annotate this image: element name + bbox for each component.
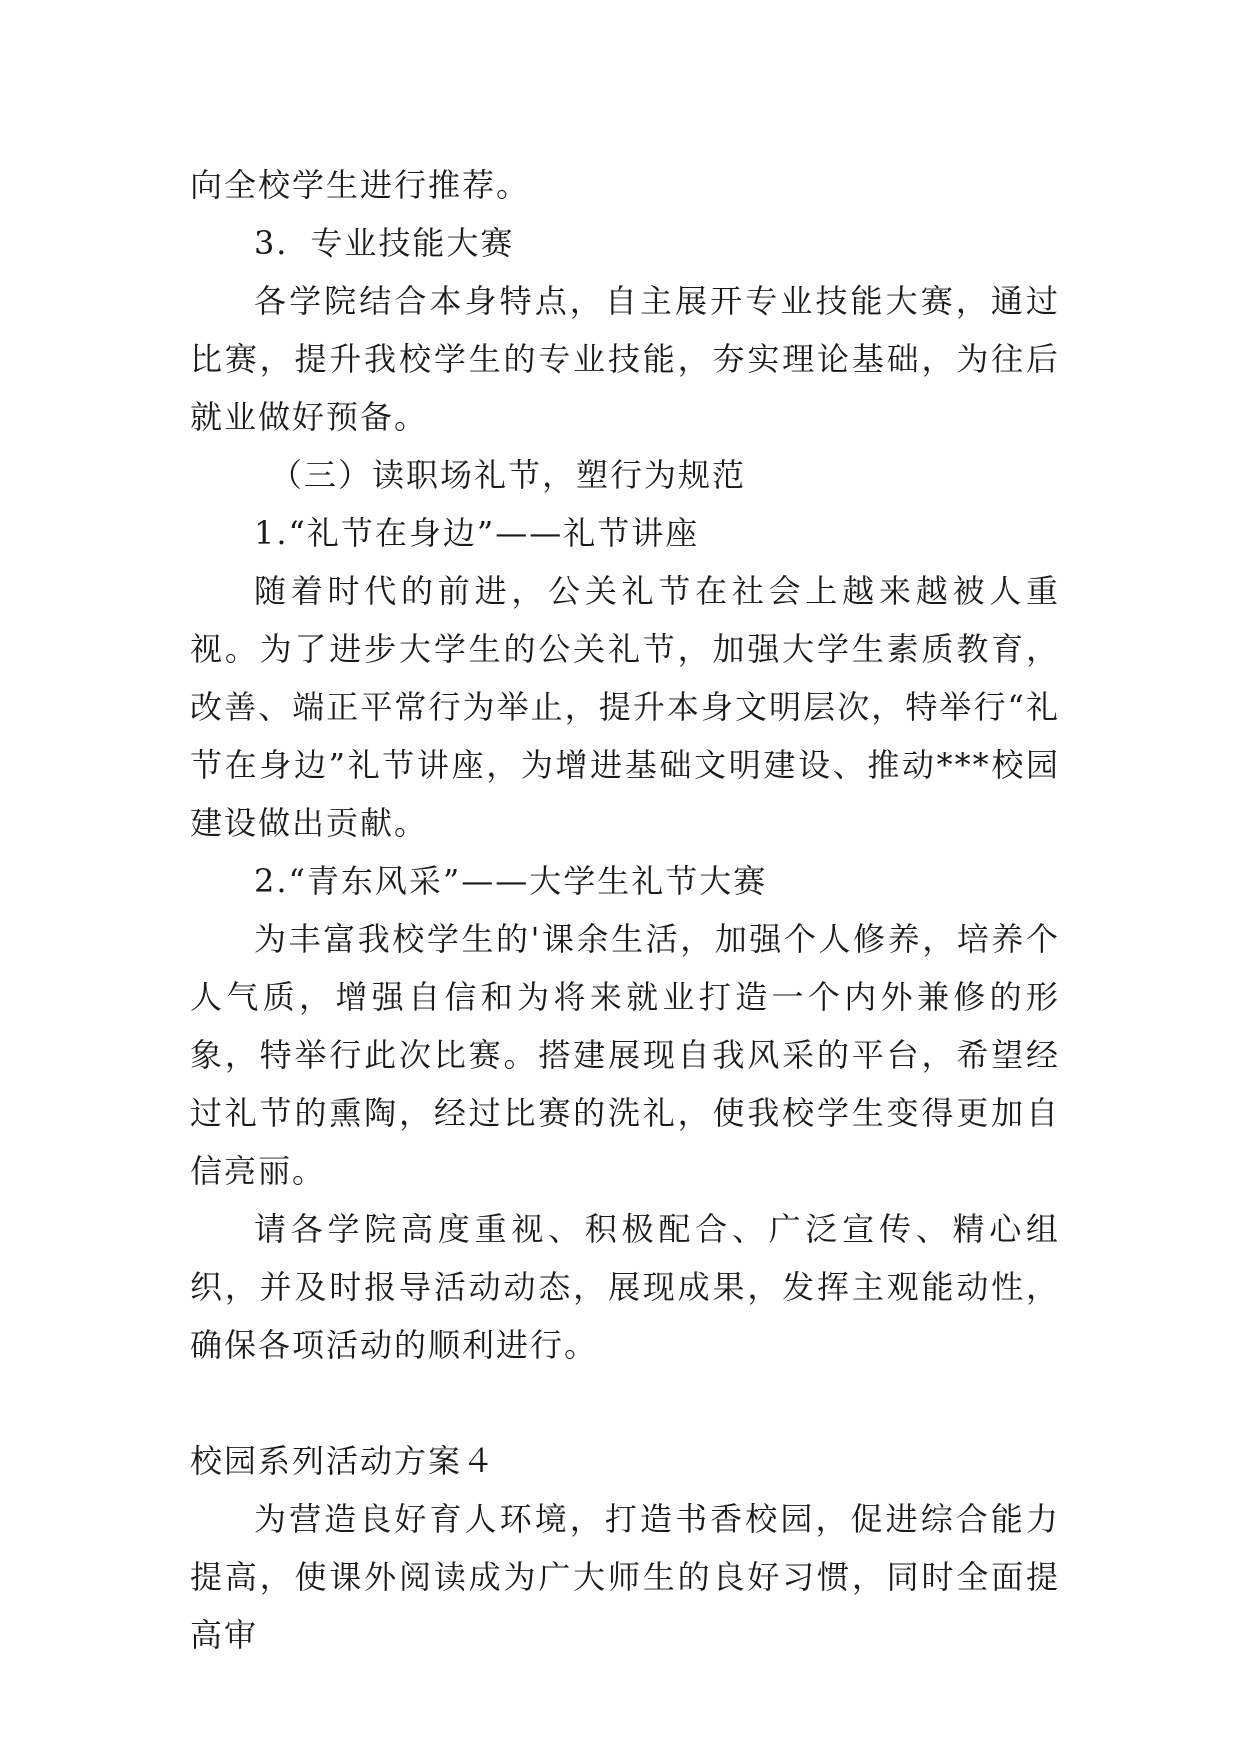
section-heading-etiquette: （三）读职场礼节，塑行为规范 [270,456,747,494]
document-title-plan-4: 校园系列活动方案４ [190,1442,497,1480]
paragraph-etiquette-lecture: 随着时代的前进，公关礼节在社会上越来越被人重视。为了进步大学生的公关礼节，加强大学生素质教育，改善、端正平常行为举止，提升本身文明层次，特举行“礼节在身边”礼节讲座，为增进基础文明建设、推动***校园建设做出贡献。 [190,572,1060,842]
subheading-etiquette-lecture: 1.“礼节在身边”——礼节讲座 [254,514,700,552]
paragraph-closing-request: 请各学院高度重视、积极配合、广泛宣传、精心组织，并及时报导活动动态，展现成果，发挥主观能动性，确保各项活动的顺利进行。 [190,1210,1060,1364]
paragraph-skills-contest: 各学院结合本身特点，自主展开专业技能大赛，通过比赛，提升我校学生的专业技能，夯实理论基础，为往后就业做好预备。 [190,282,1060,436]
paragraph-plan-4-intro: 为营造良好育人环境，打造书香校园，促进综合能力提高，使课外阅读成为广大师生的良好习惯，同时全面提高审 [190,1500,1060,1654]
document-body [190,156,1060,1664]
paragraph-etiquette-contest: 为丰富我校学生的'课余生活，加强个人修养，培养个人气质，增强自信和为将来就业打造一个内外兼修的形象，特举行此次比赛。搭建展现自我风采的平台，希望经过礼节的熏陶，经过比赛的洗礼，使我校学生变得更加自信亮丽。 [190,920,1060,1190]
subheading-skills-contest: 3．专业技能大赛 [254,224,515,262]
paragraph-continuation: 向全校学生进行推荐。 [190,166,531,204]
subheading-etiquette-contest: 2.“青东风采”——大学生礼节大赛 [254,862,768,900]
